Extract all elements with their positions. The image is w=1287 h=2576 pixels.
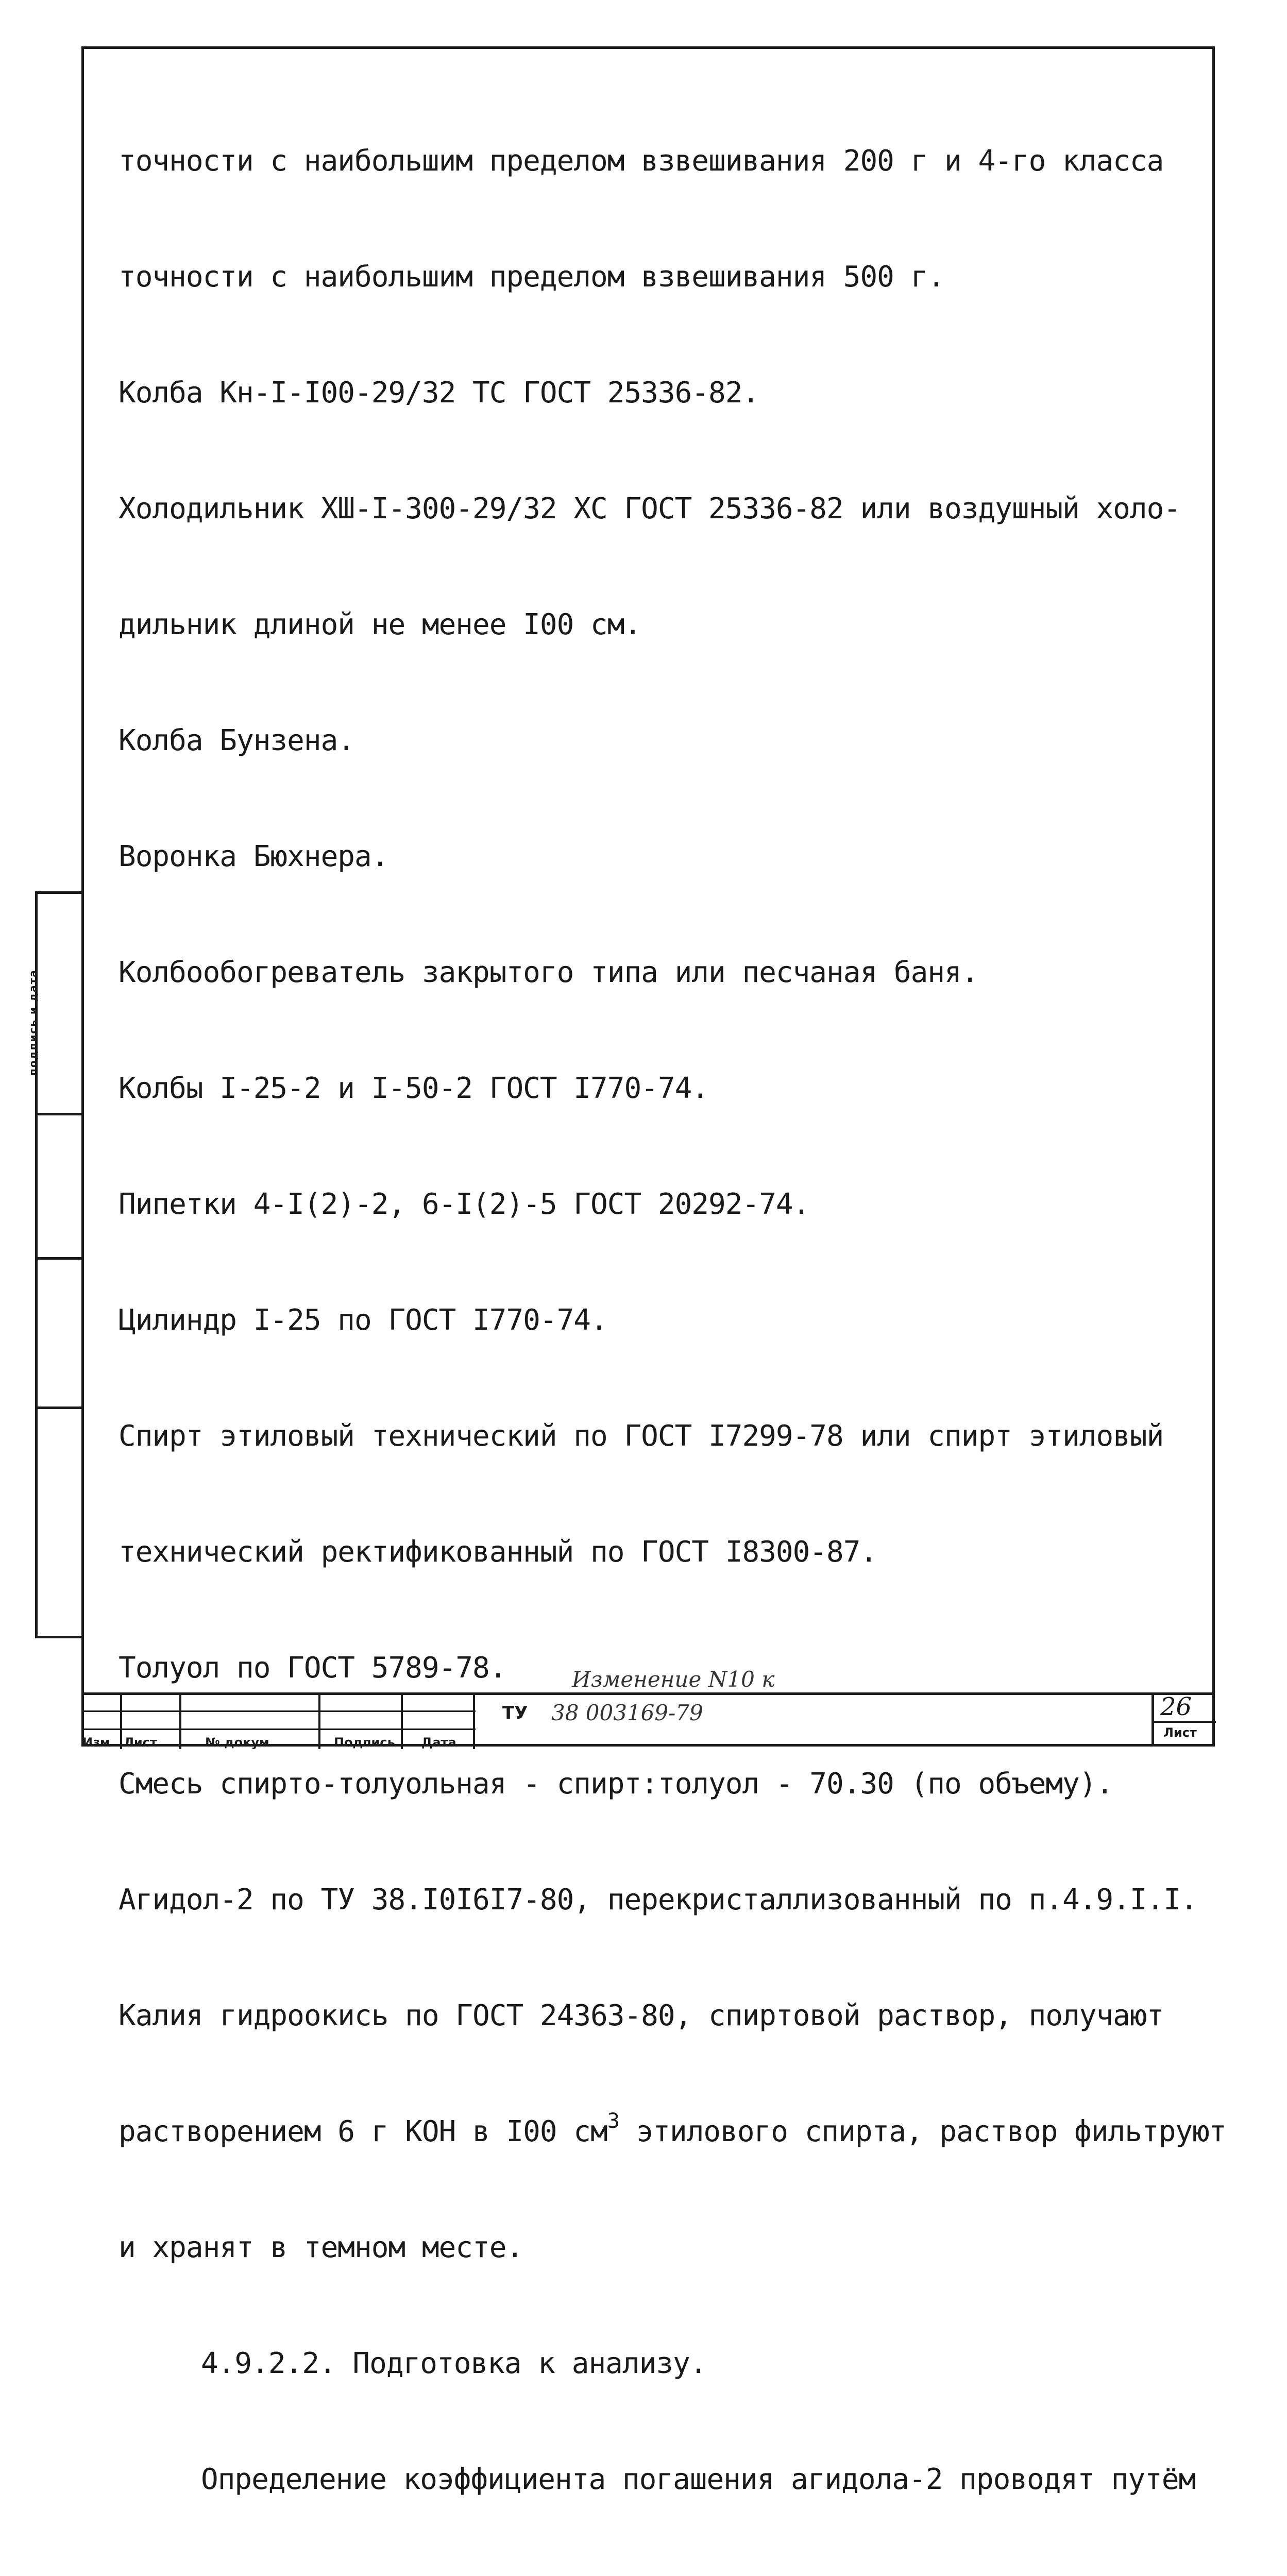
text-line: Смесь спирто-толуольная - спирт:толуол - 70.30 (по объему). <box>118 1767 1113 1801</box>
tu-number: 38 003169-79 <box>551 1700 703 1725</box>
strip-divider <box>35 1257 84 1260</box>
table-rule <box>81 1710 476 1712</box>
table-rule <box>179 1695 181 1749</box>
text-line: Толуол по ГОСТ 5789-78. <box>118 1651 506 1685</box>
col-sign-label: Подпись <box>334 1735 395 1750</box>
tu-prefix: ТУ <box>502 1703 528 1723</box>
table-rule <box>318 1695 320 1749</box>
text-line: Колба Кн-I-I00-29/32 ТС ГОСТ 25336-82. <box>118 376 759 410</box>
text-line: Цилиндр I-25 по ГОСТ I770-74. <box>118 1303 607 1337</box>
strip-divider <box>35 891 84 894</box>
text-line: и хранят в темном месте. <box>118 2231 523 2264</box>
table-rule <box>401 1695 403 1749</box>
text-line: дильник длиной не менее I00 см. <box>118 608 641 641</box>
col-list-label: Лист <box>124 1735 157 1750</box>
table-rule <box>473 1695 475 1749</box>
text-line: Калия гидроокись по ГОСТ 24363-80, спиртовой раствор, получают <box>118 1999 1164 2032</box>
text-line: технический ректификованный по ГОСТ I8300-87. <box>118 1535 877 1569</box>
col-date-label: Дата <box>421 1735 456 1750</box>
text-line: Колба Бунзена. <box>118 724 355 757</box>
text-line: Агидол-2 по ТУ 38.I0I6I7-80, перекристаллизованный по п.4.9.I.I. <box>118 1883 1197 1917</box>
signature-date-label: подпись и дата <box>27 969 39 1076</box>
sheet-rule <box>1154 1721 1216 1723</box>
sheet-label: Лист <box>1163 1725 1197 1740</box>
text-line: Воронка Бюхнера. <box>118 840 388 873</box>
text-line: Колбы I-25-2 и I-50-2 ГОСТ I770-74. <box>118 1072 709 1105</box>
sheet-number: 26 <box>1160 1692 1192 1721</box>
text-line: растворением 6 г КОН в I00 $см^3$ этилового спирта, раствор фильтруют <box>118 2109 1226 2148</box>
text-line: Холодильник ХШ-I-300-29/32 ХС ГОСТ 25336-82 или воздушный холо- <box>118 492 1181 526</box>
text-line: Пипетки 4-I(2)-2, 6-I(2)-5 ГОСТ 20292-74. <box>118 1188 810 1221</box>
text-line: Спирт этиловый технический по ГОСТ I7299-78 или спирт этиловый <box>118 1419 1164 1453</box>
table-rule <box>120 1695 122 1749</box>
section-heading: 4.9.2.2. Подготовка к анализу. <box>201 2347 707 2380</box>
text-line: точности с наибольшим пределом взвешивания 200 г и 4-го класса <box>118 144 1164 178</box>
table-rule <box>81 1728 476 1730</box>
document-body <box>118 64 1226 2576</box>
revision-table <box>81 1695 476 1749</box>
col-doc-label: № докум <box>205 1735 269 1750</box>
col-izm-label: Изм <box>82 1735 110 1750</box>
strip-divider <box>35 1636 84 1638</box>
text-line: Определение коэффициента погашения агидола-2 проводят путём <box>201 2463 1196 2496</box>
text-line: Колбообогреватель закрытого типа или песчаная баня. <box>118 956 978 989</box>
strip-divider <box>35 1406 84 1409</box>
strip-divider <box>35 1113 84 1115</box>
change-note: Изменение N10 к <box>572 1667 775 1692</box>
sheet-box <box>1151 1692 1215 1747</box>
text-line: точности с наибольшим пределом взвешивания 500 г. <box>118 260 945 294</box>
